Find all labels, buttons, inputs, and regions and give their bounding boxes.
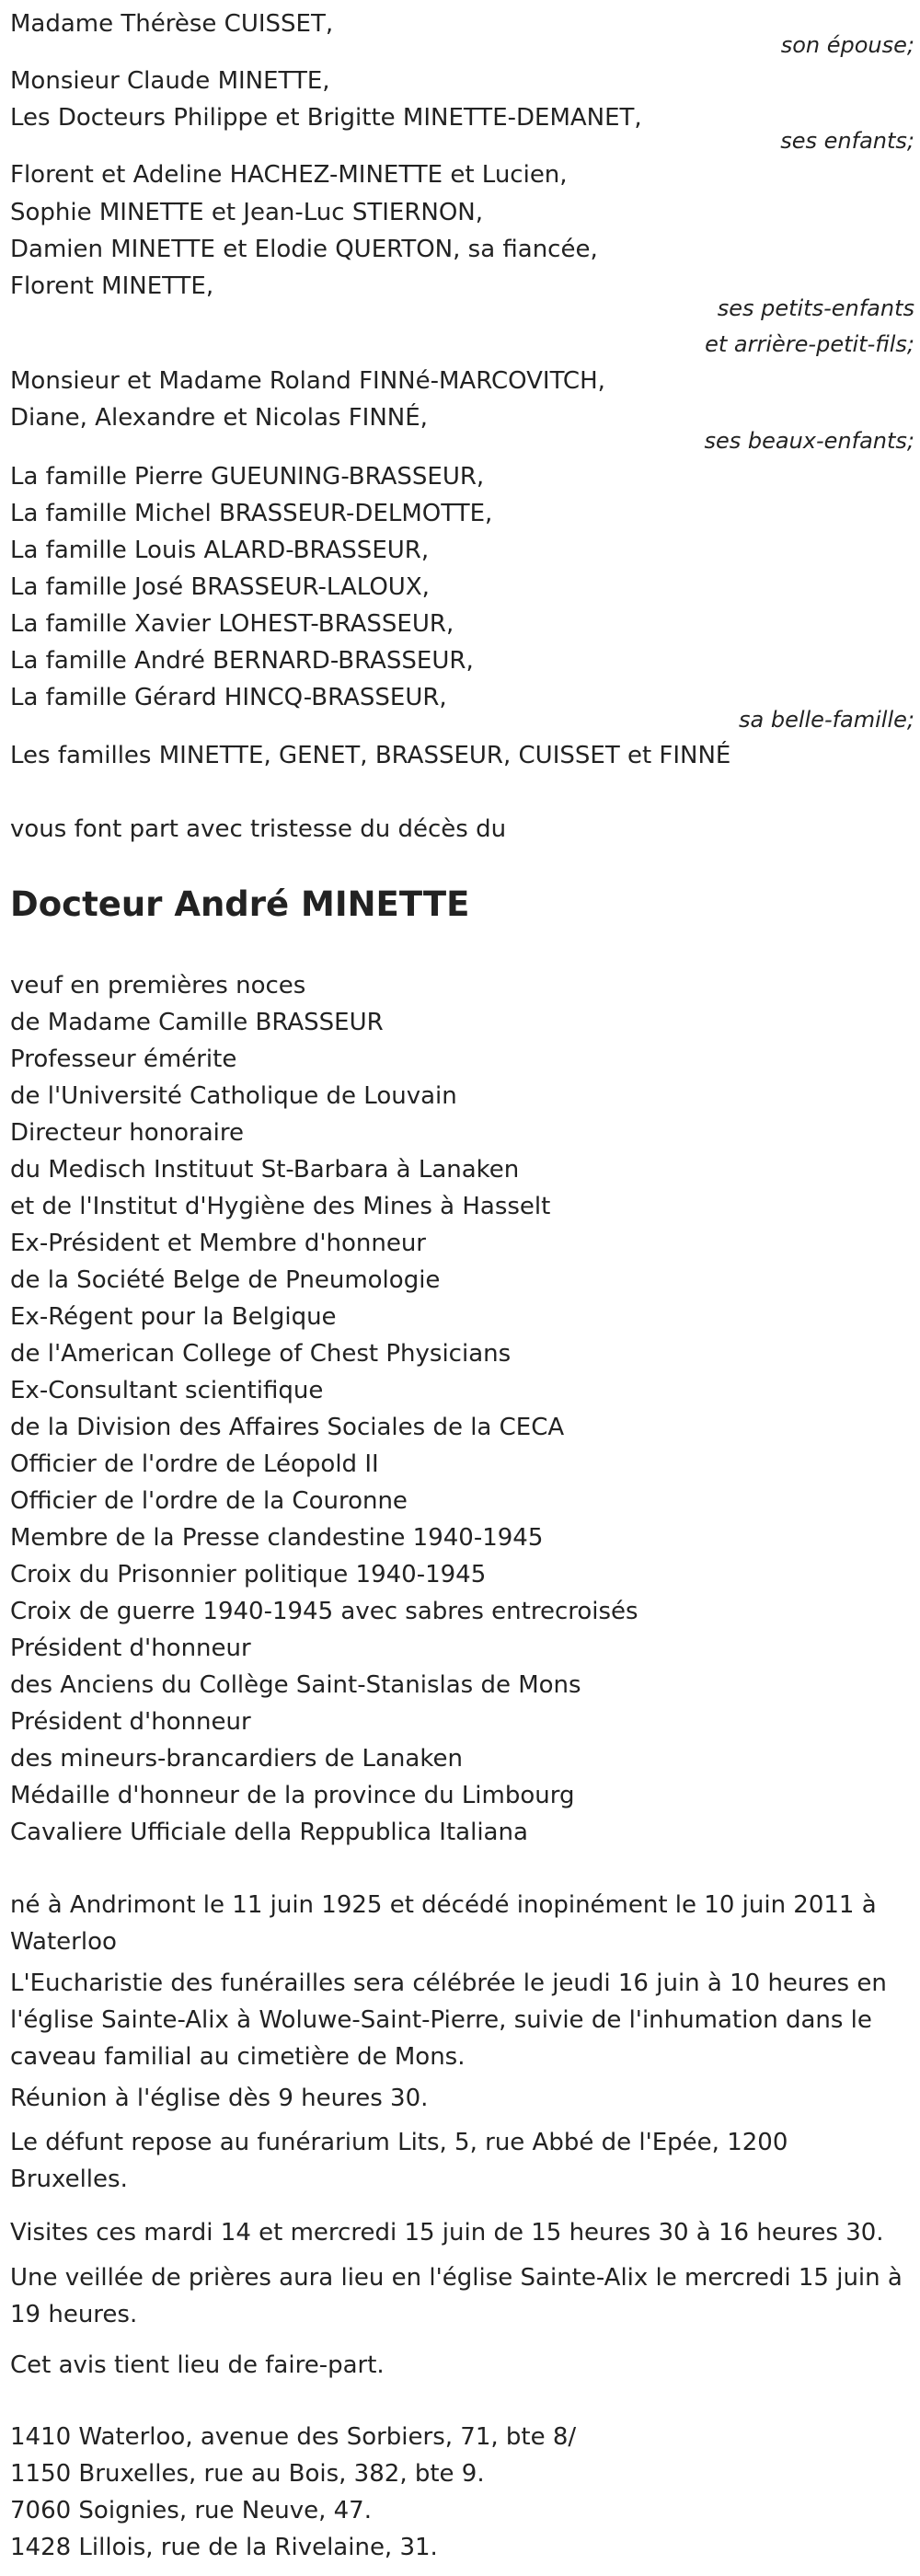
title-line: veuf en premières noces	[10, 972, 306, 999]
title-line: des mineurs-brancardiers de Lanaken	[10, 1745, 463, 1773]
title-line: Officier de l'ordre de Léopold II	[10, 1450, 379, 1478]
address-line: 1150 Bruxelles, rue au Bois, 382, bte 9.	[10, 2460, 485, 2488]
family-line: La famille Gérard HINCQ-BRASSEUR,	[10, 684, 447, 711]
family-line: La famille Louis ALARD-BRASSEUR,	[10, 537, 430, 564]
family-role: sa belle-famille;	[739, 707, 914, 733]
family-role: ses petits-enfants	[717, 295, 914, 321]
funeral-paragraph: L'Eucharistie des funérailles sera célébrée le jeudi 16 juin à 10 heures en l'église Sainte-Alix à Woluwe-Saint-Pierre, suivie de l'inhumation dans le caveau familial au cimetière de Mons.	[10, 1970, 887, 2071]
address-line: 1428 Lillois, rue de la Rivelaine, 31.	[10, 2534, 438, 2561]
family-line: La famille André BERNARD-BRASSEUR,	[10, 647, 474, 675]
family-line: La famille Xavier LOHEST-BRASSEUR,	[10, 610, 454, 638]
family-line: Monsieur et Madame Roland FINNé-MARCOVITCH,	[10, 367, 605, 395]
family-line: Les Docteurs Philippe et Brigitte MINETTE-DEMANET,	[10, 104, 642, 132]
title-line: Ex-Régent pour la Belgique	[10, 1303, 337, 1331]
title-line: Croix du Prisonnier politique 1940-1945	[10, 1561, 487, 1588]
meeting-paragraph: Réunion à l'église dès 9 heures 30.	[10, 2085, 429, 2112]
title-line: Ex-Président et Membre d'honneur	[10, 1230, 426, 1257]
title-line: Cavaliere Ufficiale della Reppublica Italiana	[10, 1819, 528, 1846]
funerarium-paragraph: Le défunt repose au funérarium Lits, 5, rue Abbé de l'Epée, 1200 Bruxelles.	[10, 2129, 788, 2193]
title-line: de la Société Belge de Pneumologie	[10, 1266, 441, 1294]
title-line: Médaille d'honneur de la province du Limbourg	[10, 1782, 575, 1809]
title-line: du Medisch Instituut St-Barbara à Lanaken	[10, 1156, 520, 1184]
title-line: Croix de guerre 1940-1945 avec sabres entrecroisés	[10, 1598, 638, 1625]
family-line: Florent et Adeline HACHEZ-MINETTE et Lucien,	[10, 161, 568, 189]
family-line: Florent MINETTE,	[10, 272, 214, 300]
family-role: ses enfants;	[780, 128, 914, 154]
title-line: de Madame Camille BRASSEUR	[10, 1009, 384, 1036]
title-line: de la Division des Affaires Sociales de la CECA	[10, 1414, 565, 1441]
title-line: Officier de l'ordre de la Couronne	[10, 1487, 408, 1515]
family-line: Damien MINETTE et Elodie QUERTON, sa fiancée,	[10, 236, 598, 263]
family-line: Sophie MINETTE et Jean-Luc STIERNON,	[10, 199, 484, 226]
announcement-text: vous font part avec tristesse du décès du	[10, 815, 507, 843]
deceased-name: Docteur André MINETTE	[10, 884, 470, 924]
family-line: Monsieur Claude MINETTE,	[10, 67, 330, 95]
title-line: Membre de la Presse clandestine 1940-1945	[10, 1524, 544, 1552]
family-line: Les familles MINETTE, GENET, BRASSEUR, CUISSET et FINNÉ	[10, 742, 731, 769]
title-line: Président d'honneur	[10, 1635, 251, 1662]
address-line: 1410 Waterloo, avenue des Sorbiers, 71, bte 8/	[10, 2423, 577, 2451]
visits-paragraph: Visites ces mardi 14 et mercredi 15 juin de 15 heures 30 à 16 heures 30.	[10, 2219, 884, 2247]
title-line: de l'Université Catholique de Louvain	[10, 1082, 457, 1110]
vigil-paragraph: Une veillée de prières aura lieu en l'église Sainte-Alix le mercredi 15 juin à 19 heures.	[10, 2264, 903, 2328]
title-line: Ex-Consultant scientifique	[10, 1377, 324, 1404]
title-line: de l'American College of Chest Physicians	[10, 1340, 512, 1368]
family-role: son épouse;	[780, 32, 914, 58]
family-line: La famille José BRASSEUR-LALOUX,	[10, 573, 430, 601]
family-role: et arrière-petit-fils;	[705, 331, 914, 357]
address-line: 7060 Soignies, rue Neuve, 47.	[10, 2497, 372, 2524]
family-line: La famille Pierre GUEUNING-BRASSEUR,	[10, 463, 485, 491]
title-line: et de l'Institut d'Hygiène des Mines à Hasselt	[10, 1193, 551, 1220]
title-line: Directeur honoraire	[10, 1119, 245, 1147]
title-line: Professeur émérite	[10, 1045, 237, 1073]
family-line: Diane, Alexandre et Nicolas FINNÉ,	[10, 404, 428, 432]
family-line: La famille Michel BRASSEUR-DELMOTTE,	[10, 500, 493, 527]
notice-paragraph: Cet avis tient lieu de faire-part.	[10, 2351, 385, 2379]
family-line: Madame Thérèse CUISSET,	[10, 10, 334, 38]
title-line: des Anciens du Collège Saint-Stanislas de Mons	[10, 1671, 581, 1699]
birth-death-paragraph: né à Andrimont le 11 juin 1925 et décédé inopinément le 10 juin 2011 à Waterloo	[10, 1891, 877, 1956]
family-role: ses beaux-enfants;	[704, 428, 914, 454]
title-line: Président d'honneur	[10, 1708, 251, 1736]
